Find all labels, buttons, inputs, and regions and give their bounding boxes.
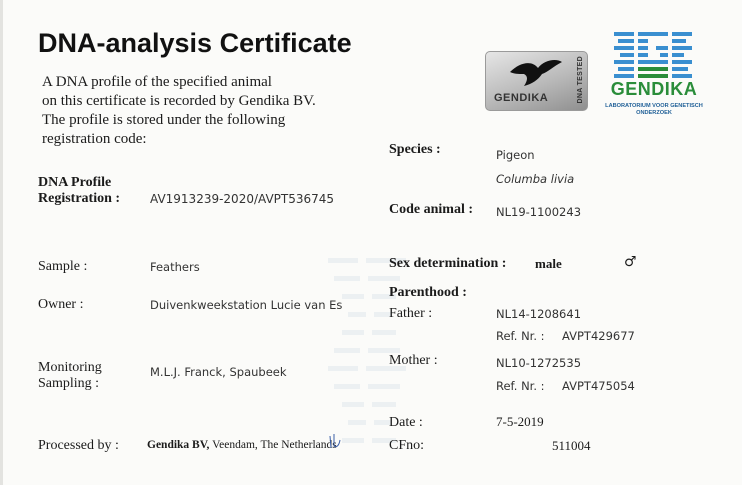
processed-label: Processed by : [38, 438, 119, 453]
code-animal-label: Code animal : [389, 202, 473, 217]
mother-label: Mother : [389, 353, 438, 368]
species-latin: Columba livia [496, 172, 575, 186]
mother-ref-label: Ref. Nr. : [496, 379, 545, 393]
sample-value: Feathers [150, 260, 200, 274]
registration-value: AV1913239-2020/AVPT536745 [150, 192, 335, 206]
page-edge [0, 0, 3, 485]
intro-line: registration code: [42, 131, 147, 147]
monitoring-value: M.L.J. Franck, Spaubeek [150, 365, 287, 379]
pigeon-icon [508, 58, 564, 88]
certificate-title: DNA-analysis Certificate [38, 28, 352, 58]
dna-tested-badge [485, 51, 588, 111]
father-ref-label: Ref. Nr. : [496, 329, 545, 343]
intro-line: on this certificate is recorded by Gendika BV. [42, 93, 316, 109]
father-ref-value: AVPT429677 [562, 329, 635, 343]
code-animal-value: NL19-1100243 [496, 205, 582, 219]
parenthood-label: Parenthood : [389, 285, 467, 300]
processed-company: Gendika BV, [147, 439, 210, 451]
cfno-label: CFno: [389, 438, 425, 453]
sample-label: Sample : [38, 259, 88, 274]
cfno-value: 511004 [552, 438, 591, 453]
sex-value: male [535, 256, 562, 271]
intro-line: The profile is stored under the following [42, 112, 286, 128]
owner-value: Duivenkweekstation Lucie van Es [150, 298, 343, 312]
processed-location: Veendam, The Netherlands [212, 439, 337, 451]
owner-label: Owner : [38, 297, 84, 312]
initials-signature-icon [328, 432, 342, 450]
processed-value [147, 439, 337, 451]
date-label: Date : [389, 415, 423, 430]
badge-side-text: DNA TESTED [577, 56, 584, 104]
species-label: Species : [389, 142, 441, 157]
sex-determination-label: Sex determination : [389, 256, 507, 271]
logo-subtitle: LABORATORIUM VOOR GENETISCH ONDERZOEK [605, 103, 703, 116]
father-value: NL14-1208641 [496, 307, 582, 321]
monitoring-label: Monitoring [38, 360, 102, 375]
dna-profile-label: DNA Profile [38, 175, 112, 190]
badge-brand: GENDIKA [494, 92, 549, 104]
mother-value: NL10-1272535 [496, 356, 582, 370]
mother-ref-value: AVPT475054 [562, 379, 635, 393]
father-label: Father : [389, 306, 433, 321]
species-common: Pigeon [496, 148, 535, 162]
registration-label: Registration : [38, 191, 121, 206]
logo-name: GENDIKA [610, 79, 698, 99]
sampling-label: Sampling : [38, 376, 100, 391]
intro-line: A DNA profile of the specified animal [42, 74, 272, 90]
date-value: 7-5-2019 [496, 414, 544, 429]
male-symbol-icon: ♂ [624, 254, 637, 270]
intro-text [42, 73, 362, 149]
gendika-logo-icon [612, 30, 694, 80]
